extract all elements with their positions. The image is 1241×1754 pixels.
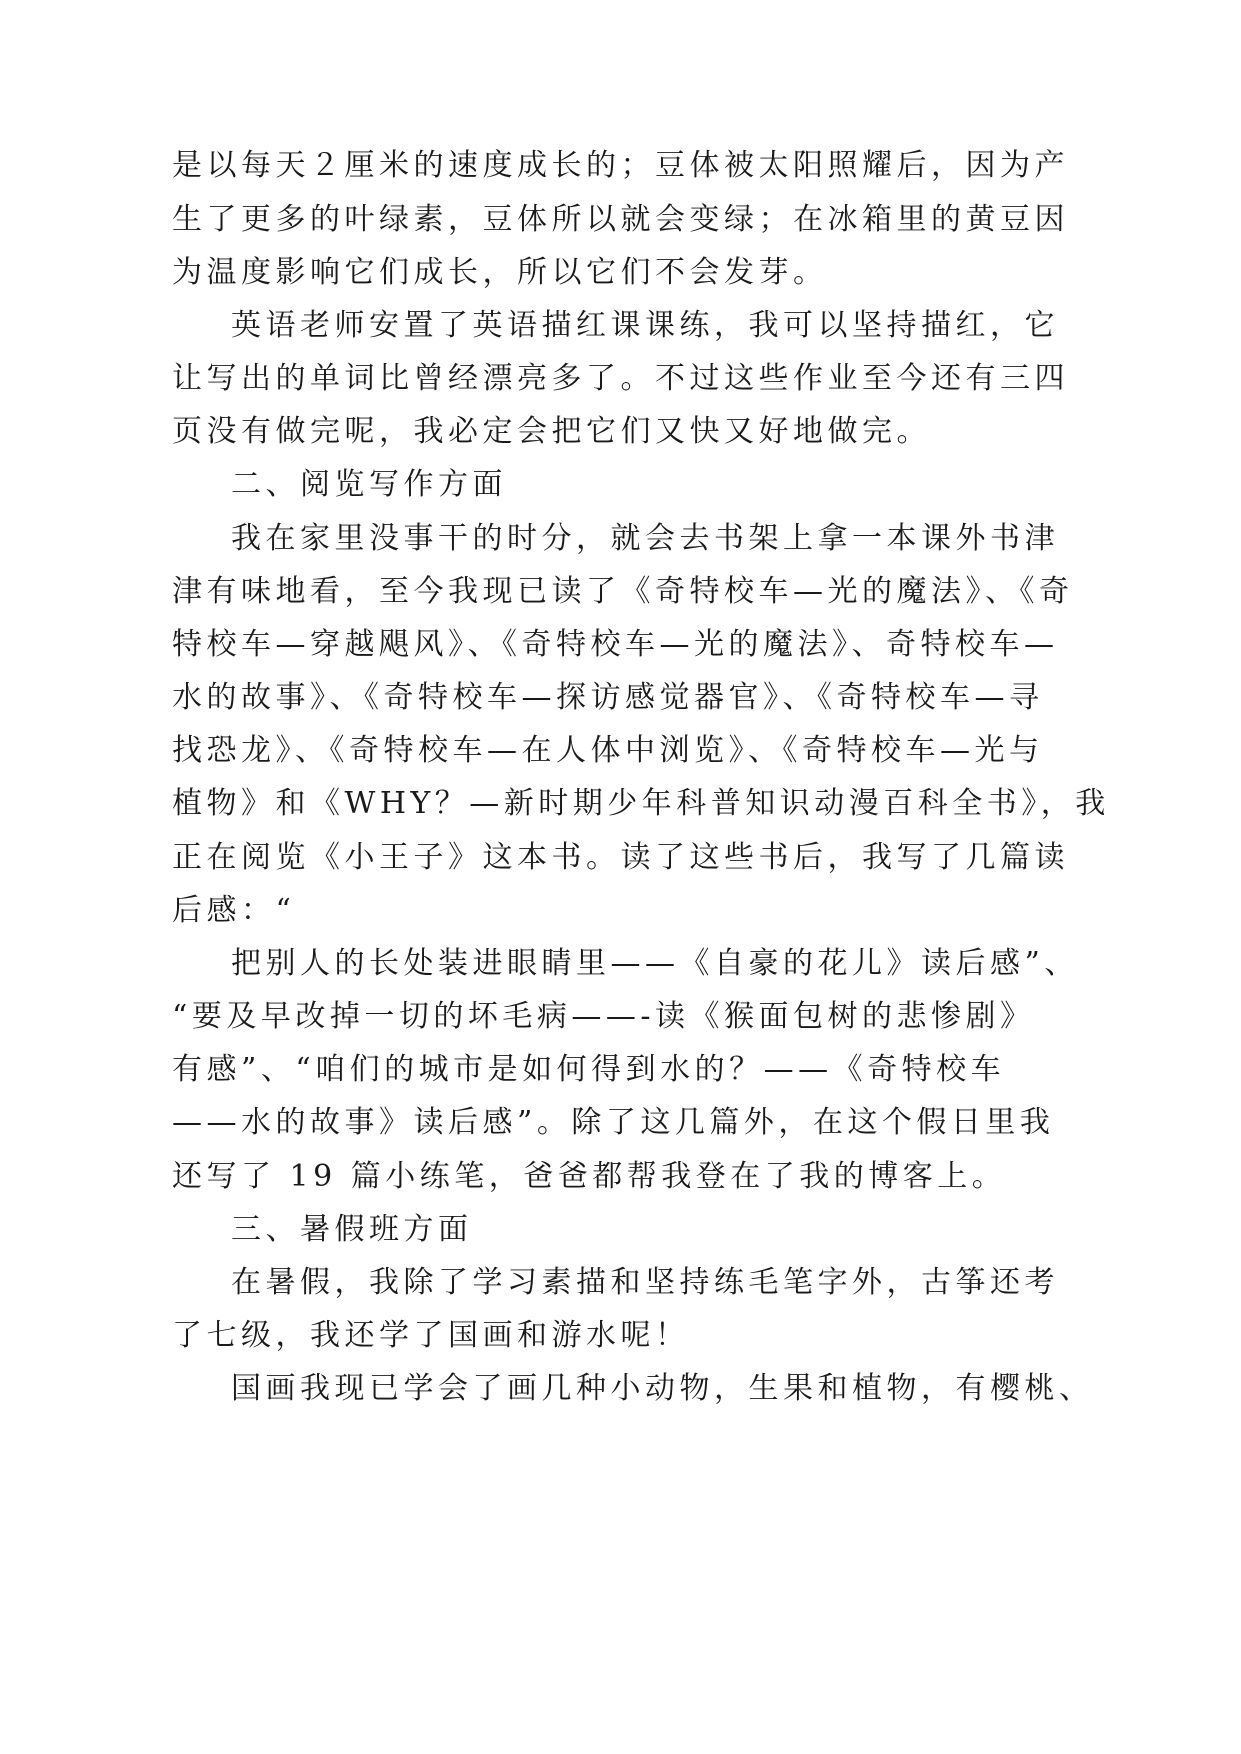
text-line: 正在阅览《小王子》这本书。读了这些书后，我写了几篇读 xyxy=(172,840,1069,875)
text-line: 把别人的长处装进眼睛里——《自豪的花儿》读后感”、 xyxy=(231,946,1079,981)
text-line: 让写出的单词比曾经漂亮多了。不过这些作业至今还有三四 xyxy=(172,361,1069,396)
text-line: “要及早改掉一切的坏毛病——-读《猴面包树的悲惨剧》 xyxy=(172,999,1035,1034)
text-line: 了七级，我还学了国画和游水呢！ xyxy=(172,1318,690,1353)
text-line: 生了更多的叶绿素，豆体所以就会变绿；在冰箱里的黄豆因 xyxy=(172,202,1069,237)
text-line: 特校车—穿越飓风》、《奇特校车—光的魔法》、奇特校车— xyxy=(172,627,1059,662)
text-line: 在暑假，我除了学习素描和坚持练毛笔字外，古筝还考 xyxy=(231,1265,1059,1300)
text-line: 找恐龙》、《奇特校车—在人体中浏览》、《奇特校车—光与 xyxy=(172,733,1044,768)
section-heading: 三、暑假班方面 xyxy=(231,1212,473,1247)
text-line: 国画我现已学会了画几种小动物，生果和植物，有樱桃、 xyxy=(231,1371,1094,1406)
text-line: 还写了 19 篇小练笔，爸爸都帮我登在了我的博客上。 xyxy=(172,1159,1007,1194)
text-line: 是以每天２厘米的速度成长的；豆体被太阳照耀后，因为产 xyxy=(172,148,1069,183)
text-line: 植物》和《WHY？—新时期少年科普知识动漫百科全书》，我 xyxy=(172,786,1110,821)
text-line: 为温度影响它们成长，所以它们不会发芽。 xyxy=(172,255,828,290)
text-line: 我在家里没事干的时分，就会去书架上拿一本课外书津 xyxy=(231,521,1059,556)
text-line: 页没有做完呢，我必定会把它们又快又好地做完。 xyxy=(172,414,931,449)
text-line: 英语老师安置了英语描红课课练，我可以坚持描红，它 xyxy=(231,308,1059,343)
section-heading: 二、阅览写作方面 xyxy=(231,467,507,502)
text-line: ——水的故事》读后感”。除了这几篇外，在这个假日里我 xyxy=(172,1105,1055,1140)
text-line: 津有味地看，至今我现已读了《奇特校车—光的魔法》、《奇 xyxy=(172,574,1074,609)
text-line: 后感：“ xyxy=(172,893,296,928)
text-line: 水的故事》、《奇特校车—探访感觉器官》、《奇特校车—寻 xyxy=(172,680,1044,715)
text-line: 有感”、“咱们的城市是如何得到水的？——《奇特校车 xyxy=(172,1052,1006,1087)
